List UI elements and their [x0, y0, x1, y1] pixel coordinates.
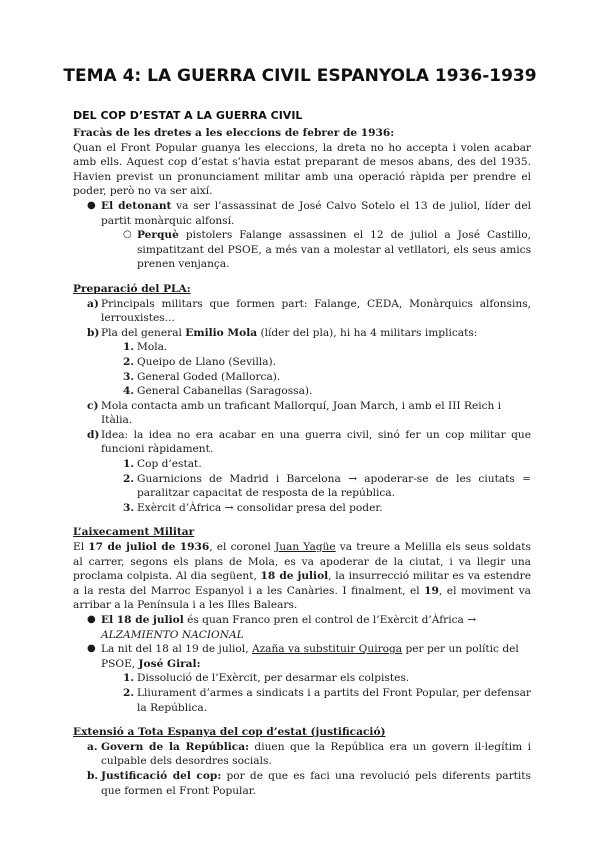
extensio-item-a: a. Govern de la República: diuen que la República era un govern il·legítim i culpable dels desordres socials.	[87, 740, 531, 768]
fracas-paragraph: Quan el Front Popular guanya les eleccions, la dreta no ho accepta i volen acabar amb ells. Aquest cop d’estat s’havia estat preparant de mesos abans, des del 1935. Havien previst un pronunciament militar amb una operació ràpida per prendre el poder, però no va ser així.	[73, 141, 531, 198]
list-item: 1. Cop d’estat.	[123, 458, 202, 471]
fracas-bullet: ● El detonant va ser l’assassinat de José Calvo Sotelo el 13 de juliol, líder del partit monàrquic alfonsí.	[87, 199, 531, 227]
fracas-subbullet: ○ Perquè pistolers Falange assassinen el 12 de juliol a José Castillo, simpatitzant del PSOE, a més van a molestar al vetllatori, els seus amics prenen venjança.	[123, 229, 531, 271]
list-item: 2. Lliurament d’armes a sindicats i a partits del Front Popular, per defensar la República.	[123, 686, 531, 714]
preparacio-item-b: b) Pla del general Emilio Mola (líder del pla), hi ha 4 militars implicats:	[87, 326, 478, 339]
list-item: 2. Queipo de Llano (Sevilla).	[123, 355, 277, 368]
list-item: 3. Exèrcit d’Àfrica → consolidar presa del poder.	[123, 501, 383, 514]
extensio-heading: Extensió a Tota Espanya del cop d’estat (justificació)	[73, 726, 386, 739]
extensio-item-b: b. Justificació del cop: por de que es faci una revolució pels diferents partits que formen el Front Popular.	[87, 769, 531, 797]
document-body	[73, 126, 531, 798]
aixecament-heading: L’aixecament Militar	[73, 526, 195, 539]
preparacio-item-c: c) Mola contacta amb un traficant Mallorquí, Joan March, i amb el III Reich i Itàlia.	[87, 399, 502, 427]
list-item: 1. Dissolució de l’Exèrcit, per desarmar els colpistes.	[123, 672, 410, 685]
fracas-heading: Fracàs de les dretes a les eleccions de febrer de 1936:	[73, 127, 395, 139]
preparacio-heading: Preparació del PLA:	[73, 282, 191, 295]
page-title: TEMA 4: LA GUERRA CIVIL ESPANYOLA 1936-1939	[63, 66, 537, 86]
bullet-dot-icon: ●	[87, 614, 96, 625]
bullet-circle-icon: ○	[123, 229, 132, 241]
bullet-dot-icon: ●	[87, 199, 96, 211]
list-item: 3. General Goded (Mallorca).	[123, 370, 281, 383]
section-heading: DEL COP D’ESTAT A LA GUERRA CIVIL	[73, 109, 303, 122]
list-item: 4. General Cabanellas (Saragossa).	[123, 385, 313, 398]
list-item: 2. Guarnicions de Madrid i Barcelona → apoderar-se de les ciutats = paralitzar capacitat de resposta de la república.	[123, 472, 531, 500]
aixecament-bullet: ● El 18 de juliol és quan Franco pren el control de l’Exèrcit d’Àfrica → ALZAMIENTO NACIONAL	[87, 614, 477, 641]
bullet-dot-icon: ●	[87, 643, 96, 655]
preparacio-item-d: d) Idea: la idea no era acabar en una guerra civil, sinó fer un cop militar que funcioni ràpidament.	[87, 428, 531, 456]
aixecament-bullet: ● La nit del 18 al 19 de juliol, Azaña va substituir Quiroga per per un polític del PSOE, José Giral:	[87, 643, 519, 670]
list-item: 1. Mola.	[123, 341, 168, 354]
preparacio-item-a: a) Principals militars que formen part: Falange, CEDA, Monàrquics alfonsins, lerrouxistes...	[87, 297, 531, 325]
aixecament-paragraph: El 17 de juliol de 1936, el coronel Juan Yagüe va treure a Melilla els seus soldats al carrer, segons els plans de Mola, es va apoderar de la ciutat, i va llegir una proclama colpista. Al dia següent, 18 de juliol, la insurrecció militar es va estendre a la resta del Marroc Espanyol i a les Canàries. I finalment, el 19, el moviment va arribar a la Península i a les Illes Balears.	[73, 541, 531, 612]
